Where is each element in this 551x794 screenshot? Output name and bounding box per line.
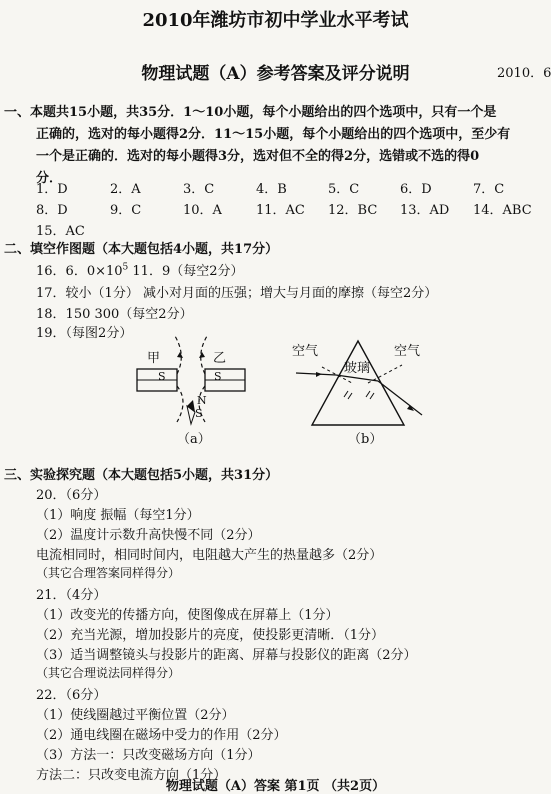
q20-part2-cont: 电流相同时，相同时间内，电阻越大产生的热量越多（2分） (36, 548, 383, 563)
section1-line4: 分． (36, 171, 63, 186)
answer-13: 13．AD (400, 203, 450, 218)
answer-18: 18．150 300（每空2分） (36, 307, 193, 322)
q21-note: （其它合理说法同样得分） (36, 666, 181, 680)
section2-heading: 二、填空作图题（本大题包括4小题，共17分） (4, 242, 279, 257)
figure-a-magnet-diagram (125, 332, 265, 442)
figure-a-caption: （a） (177, 432, 211, 447)
figure-a-s-left: S (158, 370, 166, 383)
q21-part1: （1）改变光的传播方向，使图像成在屏幕上（1分） (36, 608, 339, 623)
figure-b-air-right: 空气 (394, 344, 421, 359)
section1-line1: 一、本题共15小题，共35分．1～10小题，每个小题给出的四个选项中，只有一个是 (4, 105, 497, 120)
figure-b-glass-label: 玻璃 (344, 361, 371, 376)
answer-key-subtitle: 物理试题（A）参考答案及评分说明 (141, 64, 410, 84)
q21-heading: 21．（4分） (36, 588, 107, 603)
figure-b-air-left: 空气 (292, 344, 319, 359)
q21-part2: （2）充当光源，增加投影片的亮度，使投影更清晰．（1分） (36, 628, 385, 643)
q22-part3: （3）方法一：只改变磁场方向（1分） (36, 748, 261, 763)
answer-7: 7．C (473, 182, 505, 197)
answer-14: 14．ABC (473, 203, 532, 218)
answer-9: 9．C (110, 203, 142, 218)
q22-heading: 22．（6分） (36, 688, 107, 703)
answer-6: 6．D (400, 182, 432, 197)
q22-method2: 方法二：只改变电流方向（1分） (36, 768, 227, 783)
q20-heading: 20．（6分） (36, 488, 107, 503)
answer-3: 3．C (183, 182, 215, 197)
answer-16-rest: 11．9（每空2分） (128, 264, 244, 279)
answer-5: 5．C (328, 182, 360, 197)
answer-11: 11．AC (256, 203, 305, 218)
q20-part1: （1）响度 振幅（每空1分） (36, 508, 200, 523)
answer-12: 12．BC (328, 203, 378, 218)
exam-date: 2010．6 (497, 66, 551, 81)
q22-part1: （1）使线圈越过平衡位置（2分） (36, 708, 235, 723)
section3-heading: 三、实验探究题（本大题包括5小题，共31分） (4, 468, 279, 483)
answer-17: 17．较小（1分） 减小对月面的压强；增大与月面的摩擦（每空2分） (36, 286, 438, 301)
figure-b-caption: （b） (348, 432, 383, 447)
answer-19: 19．（每图2分） (36, 326, 133, 341)
q21-part3: （3）适当调整镜头与投影片的距离、屏幕与投影仪的距离（2分） (36, 648, 417, 663)
answer-16-exponent: 5 (122, 262, 129, 273)
figure-a-label-yi: 乙 (213, 351, 227, 366)
answer-4: 4．B (256, 182, 287, 197)
q20-part2: （2）温度计示数升高快慢不同（2分） (36, 528, 261, 543)
section1-line3: 一个是正确的．选对的每小题得3分，选对但不全的得2分，选错或不选的得0 (36, 149, 480, 164)
figure-a-label-jia: 甲 (147, 351, 161, 366)
exam-title: 2010年潍坊市初中学业水平考试 (142, 10, 409, 31)
figure-a-s-pole: S (195, 407, 203, 420)
answer-2: 2．A (110, 182, 141, 197)
answer-10: 10．A (183, 203, 222, 218)
figure-a-n-pole: N (197, 394, 207, 407)
answer-8: 8．D (36, 203, 68, 218)
answer-15: 15．AC (36, 224, 85, 239)
q22-part2: （2）通电线圈在磁场中受力的作用（2分） (36, 728, 287, 743)
answer-16-value: 16．6．0×10 (36, 264, 123, 279)
q20-note: （其它合理答案同样得分） (36, 566, 181, 580)
section1-line2: 正确的，选对的每小题得2分．11～15小题，每个小题给出的四个选项中，至少有 (36, 127, 511, 142)
figure-a-s-right: S (214, 370, 222, 383)
answer-1: 1．D (36, 182, 68, 197)
answer-16 (36, 260, 243, 279)
page-footer: 物理试题（A）答案 第1页 （共2页） (165, 779, 386, 794)
